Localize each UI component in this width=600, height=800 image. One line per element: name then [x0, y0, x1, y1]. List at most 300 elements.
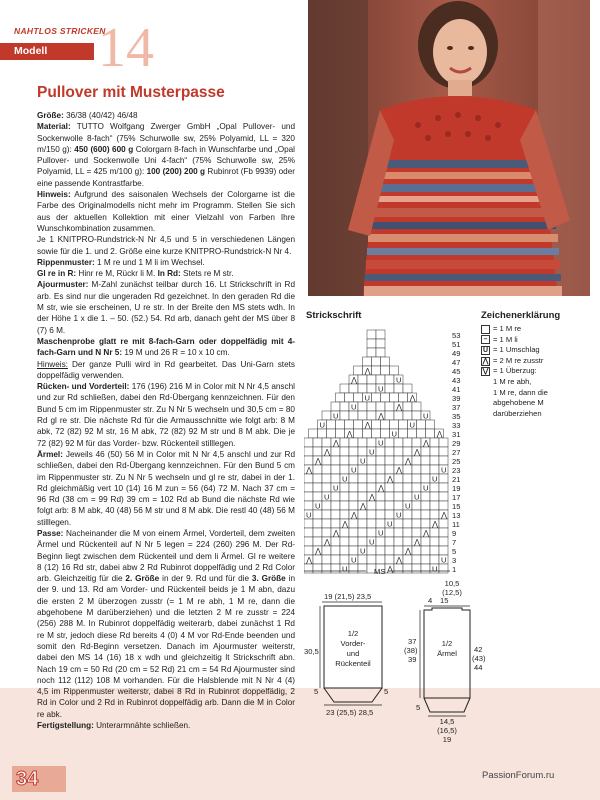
legend-title: Zeichenerklärung	[481, 310, 561, 321]
chart-cell	[385, 537, 394, 546]
sleeve-bottom: 14,5	[439, 717, 455, 726]
chart-cell	[403, 564, 412, 573]
chart-cell	[363, 357, 372, 366]
chart-cell	[340, 501, 349, 510]
chart-symbol: ⋀	[324, 447, 331, 457]
chart-symbol: U	[342, 564, 348, 574]
chart-symbol: ⋀	[333, 528, 340, 538]
chart-cell	[403, 555, 412, 564]
chart-symbol: U	[360, 456, 366, 466]
chart-cell	[403, 474, 412, 483]
chart-cell	[376, 474, 385, 483]
chart-row-number: 41	[452, 385, 461, 394]
chart-cell	[354, 429, 363, 438]
chart-cell	[367, 510, 376, 519]
chart-symbol: ⋀	[414, 447, 421, 457]
svg-text:(16,5): (16,5)	[437, 726, 457, 735]
chart-cell	[309, 429, 318, 438]
chart-cell	[390, 366, 399, 375]
chart-symbol: U	[369, 447, 375, 457]
chart-symbol: ⋀	[387, 564, 394, 574]
chart-cell	[394, 501, 403, 510]
chart-symbol: ⋀	[369, 492, 376, 502]
legend: = 1 M re – = 1 M li U = 1 Umschlag ⋀ = 2 M re zusstr ⋁ = 1 Überzug: 1 M re abh, 1 M re, dann die abgehobene M darüberziehen	[482, 324, 548, 418]
chart-cell	[345, 393, 354, 402]
sleeve-label: 1/2	[441, 639, 453, 648]
chart-cell	[385, 465, 394, 474]
chart-cell	[421, 519, 430, 528]
chart-cell	[439, 537, 448, 546]
chart-row-number: 17	[452, 493, 461, 502]
chart-cell	[372, 420, 381, 429]
chart-cell	[421, 474, 430, 483]
chart-cell	[390, 420, 399, 429]
chart-cell	[403, 537, 412, 546]
chart-cell	[421, 537, 430, 546]
chart-cell	[412, 555, 421, 564]
chart-cell	[358, 384, 367, 393]
chart-cell	[322, 519, 331, 528]
chart-cell	[385, 447, 394, 456]
chart-cell	[439, 483, 448, 492]
svg-text:(43): (43)	[472, 654, 486, 663]
chart-cell	[403, 510, 412, 519]
chart-cell	[367, 555, 376, 564]
chart-cell	[426, 420, 435, 429]
chart-cell	[412, 564, 421, 573]
chart-cell	[421, 564, 430, 573]
chart-cell	[331, 546, 340, 555]
chart-cell	[304, 492, 313, 501]
sleeve-top-right: 15	[440, 596, 449, 605]
chart-cell	[313, 438, 322, 447]
model-number: 14	[98, 17, 154, 79]
chart-cell	[412, 510, 421, 519]
chart-cell	[403, 492, 412, 501]
chart-row-number: 47	[452, 358, 461, 367]
chart-cell	[430, 501, 439, 510]
chart-cell	[331, 465, 340, 474]
chart-cell	[376, 492, 385, 501]
chart-cell	[412, 456, 421, 465]
chart-cell	[430, 438, 439, 447]
chart-cell	[367, 339, 376, 348]
chart-cell	[340, 456, 349, 465]
chart-cell	[394, 384, 403, 393]
chart-cell	[367, 438, 376, 447]
chart-cell	[349, 537, 358, 546]
chart-cell	[327, 420, 336, 429]
svg-text:Ärmel: Ärmel	[437, 649, 457, 658]
chart-cell	[430, 465, 439, 474]
chart-cell	[340, 411, 349, 420]
chart-symbol: U	[423, 483, 429, 493]
chart-cell	[313, 528, 322, 537]
chart-symbol: U	[409, 420, 415, 430]
chart-symbol: U	[315, 501, 321, 511]
chart-cell	[439, 492, 448, 501]
chart-cell	[385, 375, 394, 384]
chart-cell	[381, 420, 390, 429]
chart-cell	[322, 555, 331, 564]
chart-symbol: U	[414, 492, 420, 502]
chart-cell	[394, 546, 403, 555]
chart-cell	[340, 465, 349, 474]
chart-cell	[322, 411, 331, 420]
chart-cell	[358, 465, 367, 474]
chart-cell	[439, 456, 448, 465]
chart-symbol: ⋀	[324, 537, 331, 547]
chart-cell	[358, 537, 367, 546]
chart-cell	[331, 447, 340, 456]
chart-cell	[340, 438, 349, 447]
chart-cell	[385, 456, 394, 465]
chart-cell	[430, 537, 439, 546]
chart-cell	[340, 546, 349, 555]
chart-symbol: ⋀	[346, 429, 353, 439]
svg-text:Rückenteil: Rückenteil	[335, 659, 371, 668]
chart-cell	[336, 429, 345, 438]
chart-row-number: 3	[452, 556, 457, 565]
chart-symbol: ⋀	[396, 465, 403, 475]
chart-cell	[349, 564, 358, 573]
chart-cell	[367, 348, 376, 357]
chart-cell	[331, 519, 340, 528]
chart-cell	[322, 501, 331, 510]
svg-text:(12,5): (12,5)	[442, 588, 462, 597]
chart-cell	[385, 510, 394, 519]
chart-row-number: 13	[452, 511, 461, 520]
chart-row-number: 53	[452, 331, 461, 340]
chart-cell	[304, 537, 313, 546]
svg-text:und: und	[346, 649, 360, 658]
chart-row-number: 51	[452, 340, 461, 349]
chart-cell	[376, 348, 385, 357]
chart-cell	[430, 483, 439, 492]
chart-cell	[430, 546, 439, 555]
chart-symbol: U	[423, 411, 429, 421]
chart-symbol: ⋀	[396, 402, 403, 412]
chart-cell	[304, 528, 313, 537]
chart-cell	[358, 483, 367, 492]
chart-cell	[358, 375, 367, 384]
chart-row-number: 5	[452, 547, 457, 556]
chart-cell	[336, 393, 345, 402]
chart-cell	[358, 402, 367, 411]
chart-symbol: U	[396, 510, 402, 520]
svg-text:44: 44	[474, 663, 483, 672]
chart-symbol: ⋀	[409, 393, 416, 403]
chart-cell	[381, 393, 390, 402]
chart-cell	[430, 456, 439, 465]
chart-cell	[354, 393, 363, 402]
chart-cell	[349, 546, 358, 555]
chart-cell	[349, 528, 358, 537]
chart-symbol: ⋀	[342, 519, 349, 529]
chart-cell	[313, 483, 322, 492]
chart-cell	[412, 402, 421, 411]
chart-row-number: 1	[452, 565, 457, 574]
chart-cell	[331, 510, 340, 519]
chart-row-number: 45	[452, 367, 461, 376]
chart-symbol: U	[432, 564, 438, 574]
svg-text:19: 19	[442, 735, 452, 744]
chart-cell	[403, 465, 412, 474]
chart-cell	[403, 528, 412, 537]
chart-row-number: 21	[452, 475, 461, 484]
body-ribbing-left: 5	[314, 687, 319, 696]
chart-row-number: 25	[452, 457, 461, 466]
chart-cell	[367, 375, 376, 384]
legend-symbol: ⋁	[482, 368, 489, 376]
chart-cell	[376, 456, 385, 465]
chart-cell	[376, 546, 385, 555]
chart-cell	[304, 501, 313, 510]
chart-cell	[412, 474, 421, 483]
chart-cell	[376, 501, 385, 510]
chart-cell	[417, 429, 426, 438]
chart-symbol: ⋀	[405, 456, 412, 466]
chart-cell	[439, 501, 448, 510]
chart-cell	[394, 474, 403, 483]
chart-row-number: 19	[452, 484, 461, 493]
chart-cell	[354, 420, 363, 429]
stitch-chart	[304, 322, 479, 582]
chart-cell	[367, 402, 376, 411]
chart-cell	[340, 510, 349, 519]
chart-cell	[439, 438, 448, 447]
chart-symbol: ⋀	[351, 510, 358, 520]
chart-cell	[421, 510, 430, 519]
chart-cell	[385, 402, 394, 411]
legend-symbol: ⋀	[482, 357, 489, 365]
chart-cell	[331, 456, 340, 465]
chart-cell	[394, 438, 403, 447]
chart-cell	[421, 492, 430, 501]
chart-cell	[358, 519, 367, 528]
chart-cell	[372, 366, 381, 375]
strickschrift-title: Strickschrift	[306, 310, 362, 321]
chart-symbol: U	[319, 420, 325, 430]
sleeve-ribbing: 5	[416, 703, 421, 712]
chart-symbol: U	[333, 411, 339, 421]
chart-cell	[376, 510, 385, 519]
chart-cell	[358, 447, 367, 456]
chart-cell	[385, 501, 394, 510]
chart-cell	[304, 546, 313, 555]
chart-symbol: ⋀	[387, 474, 394, 484]
chart-cell	[385, 483, 394, 492]
chart-symbol: U	[405, 501, 411, 511]
chart-cell	[372, 393, 381, 402]
chart-symbol: ⋀	[414, 537, 421, 547]
chart-cell	[439, 564, 448, 573]
chart-symbol: U	[369, 537, 375, 547]
chart-cell	[304, 519, 313, 528]
chart-cell	[349, 456, 358, 465]
chart-symbol: ⋀	[423, 528, 430, 538]
chart-cell	[331, 555, 340, 564]
chart-cell	[385, 411, 394, 420]
chart-cell	[340, 528, 349, 537]
chart-cell	[385, 555, 394, 564]
chart-cell	[349, 438, 358, 447]
chart-cell	[430, 528, 439, 537]
chart-cell	[385, 492, 394, 501]
chart-cell	[376, 519, 385, 528]
watermark: PassionForum.ru	[482, 770, 555, 781]
chart-cell	[331, 474, 340, 483]
chart-cell	[340, 555, 349, 564]
chart-symbol: ⋀	[364, 366, 371, 376]
chart-cell	[313, 447, 322, 456]
svg-text:(38): (38)	[404, 646, 418, 655]
chart-symbol: U	[360, 546, 366, 556]
chart-row-number: 37	[452, 403, 461, 412]
chart-row-number: 27	[452, 448, 461, 457]
chart-cell	[394, 537, 403, 546]
chart-cell	[403, 411, 412, 420]
chart-cell	[421, 546, 430, 555]
chart-cell	[349, 492, 358, 501]
chart-row-number: 39	[452, 394, 461, 403]
chart-cell	[313, 465, 322, 474]
chart-cell	[439, 447, 448, 456]
series-label: NAHTLOS STRICKEN	[14, 26, 106, 36]
chart-cell	[331, 501, 340, 510]
chart-cell	[304, 447, 313, 456]
chart-cell	[349, 411, 358, 420]
chart-cell	[349, 474, 358, 483]
chart-cell	[426, 429, 435, 438]
chart-cell	[313, 537, 322, 546]
chart-cell	[385, 528, 394, 537]
chart-cell	[439, 528, 448, 537]
schematic-body	[304, 590, 394, 720]
chart-cell	[430, 555, 439, 564]
chart-cell	[412, 546, 421, 555]
chart-cell	[376, 339, 385, 348]
chart-symbol: U	[364, 393, 370, 403]
chart-cell	[318, 429, 327, 438]
chart-cell	[313, 564, 322, 573]
chart-cell	[304, 438, 313, 447]
chart-cell	[385, 384, 394, 393]
body-bottom-width: 23 (25,5) 28,5	[326, 708, 374, 717]
chart-cell	[340, 492, 349, 501]
chart-symbol: ⋀	[423, 438, 430, 448]
sleeve-top-total: 10,5	[444, 579, 460, 588]
instructions-text: Größe: 36/38 (40/42) 46/48 Material: TUTTO Wolfgang Zwerger GmbH „Opal Pullover- und Sockenwolle 8-fach“ (75% Schurwolle sw, 25% Polyamid, LL = 320 m/150 g): 450 (600) 600 g Colorgarn 8-fach in Wunschfarbe und „Opal Pullover- und Sockenwolle Uni 4-fach“ (75% Schurwolle sw, 25% Polyamid, LL = 425 m/100 g): 100 (200) 200 g Rubinrot (Fb 9939) oder eine passende Kontrastfarbe. Hinweis: Aufgrund des saisonalen Wechsels der Colorgarne ist die Farbe des Originalmodells nicht mehr im Programm. Stellen Sie sich aus der aktuellen Kollektion mit einer Vielzahl von Farben Ihre Wunschkombination zusammen. Je 1 KNITPRO-Rundstrick-N Nr 4,5 und 5 in verschiedenen Längen sowie für die 1. und 2. Größe eine kurze KNITPRO-Rundstrick-N Nr 4. Rippenmuster: 1 M re und 1 M li im Wechsel. Gl re in R: Hinr re M, Rückr li M. In Rd: Stets re M str. Ajourmuster: M-Zahl zunächst teilbar durch 16. Lt Strickschrift in Rd arb. Es sind nur die ungeraden Rd gezeichnet. In den geraden Rd die M str, wie sie erscheinen, U re str. In der Breite den MS stets wdh. In der Höhe 1 x die 1. – 50. (52.) 54. Rd arb, danach geht der MS über 8 (7) 6 M. Maschenprobe glatt re mit 8-fach-Garn oder doppelfädig mit 4-fach-Garn und N Nr 5: 19 M und 26 R = 10 x 10 cm. Hinweis: Der ganze Pulli wird in Rd gearbeitet. Das Uni-Garn stets doppelfädig verwenden. Rücken- und Vorderteil: 176 (196) 216 M in Color mit N Nr 4,5 anschl und zur Rd schließen, dabei den Rd-Übergang kennzeichnen. Für den Bund 5 cm im Rippenmuster str. Zu N Nr 5 wechseln und 30,5 cm = 80 Rd gl re str. Die nächste Rd für die Armausschnitte wie folgt arb: 8 M abk, 72 (82) 92 M str, 16 M abk, 72 (82) 92 M str und 8 M abk. Die je 72 (82) 92 M für das Vorder- bzw. Rückenteil stilllegen. Ärmel: Jeweils 46 (50) 56 M in Color mit N Nr 4,5 anschl und zur Rd schließen, dabei den Rd-Übergang kennzeichnen. Für den Bund 5 cm im Rippenmuster str. Zu N Nr 5 wechseln und gl re str, dabei in der 1. Rd gleichmäßig vert 10 (14) 16 M zun = 56 (64) 72 M. Nach 37 cm = 96 Rd (38 cm = 99 Rd) 39 cm = 102 Rd ab Bund die nächste Rd wie folgt arb: 8 M abk, 40 (48) 56 M str und 8 M abk. Die restl 40 (48) 56 M stilllegen. Passe: Nacheinander die M von einem Ärmel, Vorderteil, dem zweiten Ärmel und Rückenteil auf N Nr 5 legen = 224 (260) 296 M. Der Rd-Beginn liegt zwischen dem Rückenteil und dem li Ärmel. Gl re weitere 8 (12) 16 Rd str, dabei abw 2 Rd Rubinrot doppelfädig und 2 Rd Color arb. Gleichzeitig für die 2. Größe in der 9. Rd und für die 3. Größe in der 9. und 13. Rd am Vorder- und Rückenteil beids je 1 M abn, dazu die ersten 2 M überzogen zusstr (= 1 M re abh, 1 M re, dann die abgehobene M darüberziehen) und die letzten 2 M re zusstr = 224 (256) 288 M. In Rubinrot doppelfädig weiterarb, dabei zunächst 1 Rd re M str, jedoch diese Rd bereits 4 (0) 4 M vor Rd-Ende beenden und somit den Rd-Beginn versetzen. Danach im Ajourmuster weiterstr, dabei den MS 14 (16) 18 x wdh und gleichzeitig lt Strickschrift abn. Nach 19 cm = 50 Rd (20 cm = 52 Rd) 21 cm = 54 Rd Ajourmuster sind noch 112 (112) 108 M vorhanden. Für die Halsblende mit N Nr 4 (4) 4,5 im Rippenmuster weiterstr, dabei 8 Rd in Rubinrot doppelfädig, 2 Rd in Color und 2 Rd in Rubinrot doppelfädig arb. Dann die M in Color re abk. Fertigstellung: Unterarmnähte schließen.	[37, 111, 296, 731]
chart-cell	[340, 537, 349, 546]
chart-symbol: ⋀	[333, 438, 340, 448]
chart-cell	[367, 465, 376, 474]
chart-cell	[322, 438, 331, 447]
chart-cell	[390, 393, 399, 402]
chart-cell	[372, 357, 381, 366]
model-label: Modell	[0, 43, 94, 60]
chart-cell	[399, 429, 408, 438]
chart-row-number: 9	[452, 529, 457, 538]
chart-cell	[367, 483, 376, 492]
chart-cell	[358, 438, 367, 447]
chart-cell	[399, 393, 408, 402]
chart-symbol: ⋀	[364, 420, 371, 430]
chart-symbol: ⋀	[432, 519, 439, 529]
chart-symbol: ⋀	[351, 375, 358, 385]
chart-cell	[358, 528, 367, 537]
chart-cell	[313, 474, 322, 483]
chart-symbol: U	[351, 555, 357, 565]
chart-symbol: ⋀	[306, 465, 313, 475]
chart-cell	[336, 420, 345, 429]
chart-cell	[412, 501, 421, 510]
chart-cell	[322, 465, 331, 474]
chart-cell	[313, 492, 322, 501]
svg-text:Vorder-: Vorder-	[340, 639, 366, 648]
chart-cell	[367, 411, 376, 420]
chart-cell	[412, 438, 421, 447]
chart-cell	[354, 366, 363, 375]
chart-symbol: U	[441, 555, 447, 565]
chart-cell	[376, 447, 385, 456]
chart-cell	[403, 447, 412, 456]
chart-cell	[367, 384, 376, 393]
chart-symbol: ⋀	[360, 501, 367, 511]
chart-cell	[430, 447, 439, 456]
chart-cell	[322, 564, 331, 573]
photo-illustration	[308, 0, 590, 296]
chart-symbol: ⋀	[378, 411, 385, 421]
chart-cell	[367, 546, 376, 555]
chart-cell	[367, 519, 376, 528]
page-title: Pullover mit Musterpasse	[37, 84, 225, 101]
chart-symbol: U	[441, 465, 447, 475]
chart-cell	[403, 438, 412, 447]
chart-cell	[430, 510, 439, 519]
chart-cell	[421, 447, 430, 456]
chart-cell	[327, 429, 336, 438]
legend-symbol: U	[482, 346, 489, 354]
chart-cell	[421, 555, 430, 564]
body-height: 30,5	[304, 647, 319, 656]
chart-cell	[331, 564, 340, 573]
chart-cell	[385, 546, 394, 555]
chart-cell	[331, 537, 340, 546]
chart-symbol: ⋀	[315, 456, 322, 466]
chart-cell	[394, 519, 403, 528]
chart-cell	[367, 528, 376, 537]
chart-cell	[421, 465, 430, 474]
chart-cell	[439, 519, 448, 528]
chart-cell	[372, 429, 381, 438]
chart-cell	[421, 501, 430, 510]
legend-item-umschlag: U = 1 Umschlag	[482, 345, 540, 355]
chart-cell	[304, 483, 313, 492]
chart-cell	[358, 492, 367, 501]
chart-symbol: U	[378, 528, 384, 538]
chart-cell	[394, 483, 403, 492]
chart-cell	[367, 501, 376, 510]
chart-symbol: U	[306, 510, 312, 520]
chart-row-number: 35	[452, 412, 461, 421]
chart-cell	[313, 519, 322, 528]
chart-row-number: 49	[452, 349, 461, 358]
chart-cell	[394, 411, 403, 420]
chart-cell	[403, 483, 412, 492]
model-photo	[308, 0, 590, 296]
chart-symbol: U	[333, 483, 339, 493]
